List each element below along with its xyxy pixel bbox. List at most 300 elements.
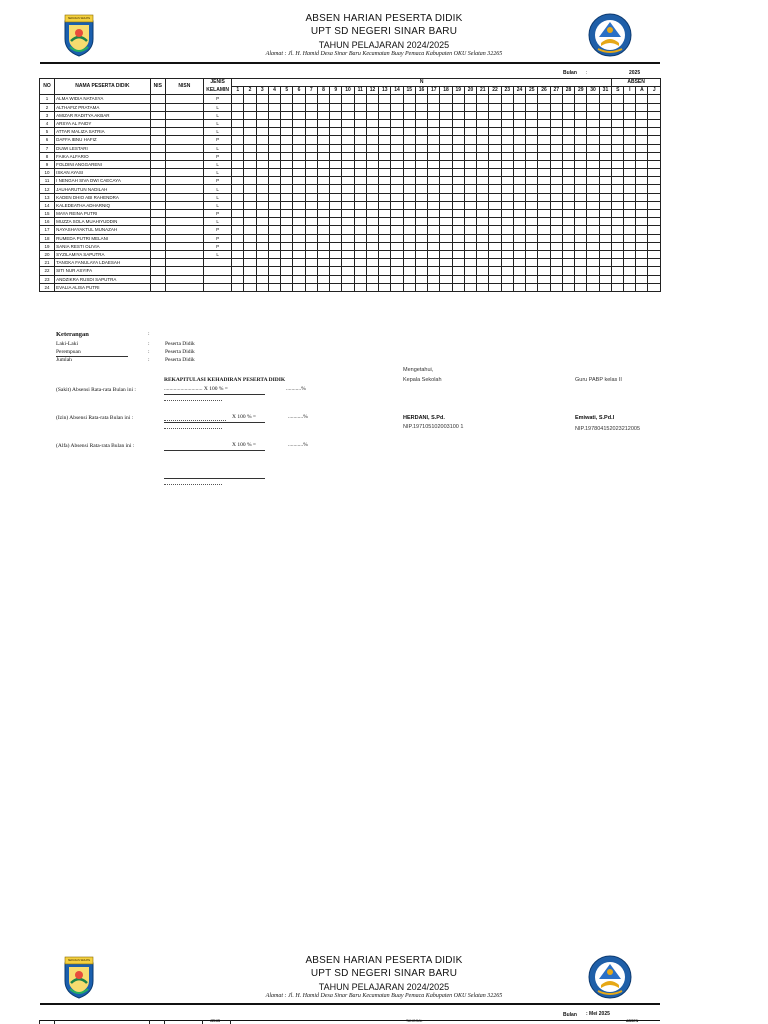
attendance-cell [587, 169, 599, 177]
row-no: 22 [40, 267, 55, 275]
attendance-cell [612, 242, 624, 250]
row-no: 1 [40, 95, 55, 103]
attendance-cell [464, 242, 476, 250]
row-name: AMIZAR RADITYA AKBAR [55, 111, 151, 119]
attendance-cell [244, 169, 256, 177]
attendance-cell [452, 185, 464, 193]
attendance-cell [550, 283, 562, 291]
attendance-cell [317, 193, 329, 201]
attendance-cell [256, 283, 268, 291]
attendance-cell [452, 103, 464, 111]
attendance-cell [232, 169, 244, 177]
attendance-cell [428, 152, 440, 160]
attendance-cell [648, 250, 661, 258]
mengetahui-label: Mengetahui, [403, 367, 434, 373]
row-no: 21 [40, 259, 55, 267]
attendance-cell [587, 250, 599, 258]
attendance-cell [415, 169, 427, 177]
attendance-cell [330, 283, 342, 291]
row-name: DAFFA IBNU HAFIZ [55, 136, 151, 144]
attendance-cell [489, 201, 501, 209]
attendance-cell [526, 95, 538, 103]
attendance-cell [281, 267, 293, 275]
attendance-cell [624, 226, 636, 234]
attendance-cell [575, 103, 587, 111]
attendance-cell [317, 144, 329, 152]
table-row [40, 119, 661, 127]
attendance-cell [293, 259, 305, 267]
attendance-cell [636, 226, 648, 234]
attendance-cell [293, 193, 305, 201]
attendance-cell [330, 267, 342, 275]
attendance-cell [268, 103, 280, 111]
school-year: TAHUN PELAJARAN 2024/2025 [318, 40, 450, 50]
attendance-cell [562, 177, 574, 185]
row-jk: P [204, 210, 232, 218]
attendance-cell [281, 259, 293, 267]
attendance-cell [232, 193, 244, 201]
keterangan-item-colon: : [148, 341, 150, 347]
attendance-cell [268, 136, 280, 144]
row-jk [204, 275, 232, 283]
attendance-cell [342, 152, 354, 160]
attendance-cell [612, 160, 624, 168]
attendance-cell [612, 275, 624, 283]
attendance-cell [317, 210, 329, 218]
attendance-cell [624, 275, 636, 283]
attendance-cell [599, 259, 612, 267]
attendance-cell [268, 234, 280, 242]
row-no: 19 [40, 242, 55, 250]
attendance-cell [293, 136, 305, 144]
attendance-cell [440, 119, 452, 127]
attendance-cell [256, 210, 268, 218]
attendance-cell [477, 259, 489, 267]
attendance-cell [550, 152, 562, 160]
attendance-cell [342, 210, 354, 218]
attendance-cell [575, 275, 587, 283]
attendance-cell [624, 242, 636, 250]
attendance-cell [587, 136, 599, 144]
attendance-cell [415, 283, 427, 291]
attendance-cell [244, 95, 256, 103]
attendance-cell [330, 185, 342, 193]
attendance-cell [403, 111, 415, 119]
attendance-cell [342, 242, 354, 250]
attendance-cell [440, 201, 452, 209]
school-address: Alamat : Jl. H. Hamid Desa Sinar Baru Kecamatan Buay Pemaca Kabupaten OKU Selatan 32265 [265, 51, 503, 57]
row-nisn [165, 259, 203, 267]
attendance-cell [452, 283, 464, 291]
attendance-cell [636, 259, 648, 267]
attendance-cell [648, 218, 661, 226]
attendance-cell [244, 144, 256, 152]
table-row [40, 136, 661, 144]
attendance-cell [587, 259, 599, 267]
attendance-cell [403, 119, 415, 127]
attendance-cell [244, 160, 256, 168]
attendance-cell [391, 201, 403, 209]
attendance-cell [366, 128, 378, 136]
attendance-cell [599, 185, 612, 193]
tut-wuri-logo-right-page2 [588, 955, 632, 1004]
attendance-cell [317, 267, 329, 275]
attendance-cell [305, 136, 317, 144]
row-no: 23 [40, 275, 55, 283]
attendance-cell [428, 275, 440, 283]
attendance-cell [342, 144, 354, 152]
attendance-cell [501, 226, 513, 234]
keterangan-item-label: Laki-Laki [56, 341, 78, 347]
attendance-cell [440, 193, 452, 201]
attendance-cell [624, 152, 636, 160]
attendance-cell [354, 169, 366, 177]
attendance-cell [501, 128, 513, 136]
attendance-cell [599, 103, 612, 111]
attendance-cell [477, 169, 489, 177]
attendance-cell [317, 234, 329, 242]
attendance-cell [550, 267, 562, 275]
attendance-cell [281, 275, 293, 283]
attendance-cell [452, 259, 464, 267]
attendance-cell [550, 95, 562, 103]
attendance-cell [244, 201, 256, 209]
attendance-cell [464, 267, 476, 275]
attendance-cell [599, 95, 612, 103]
attendance-cell [366, 136, 378, 144]
attendance-cell [501, 250, 513, 258]
attendance-cell [624, 193, 636, 201]
attendance-cell [477, 152, 489, 160]
attendance-cell [513, 152, 525, 160]
attendance-cell [599, 177, 612, 185]
attendance-cell [232, 226, 244, 234]
attendance-cell [513, 259, 525, 267]
row-name: JAUHARUTUN NADILAH [55, 185, 151, 193]
row-nis [150, 210, 165, 218]
row-nisn [165, 119, 203, 127]
attendance-cell [477, 201, 489, 209]
header-day: 26 [538, 87, 550, 95]
row-jk: L [204, 160, 232, 168]
bulan-separator: : [586, 70, 588, 76]
attendance-cell [464, 136, 476, 144]
attendance-cell [366, 201, 378, 209]
attendance-cell [366, 119, 378, 127]
attendance-cell [354, 152, 366, 160]
attendance-cell [244, 242, 256, 250]
row-nisn [165, 275, 203, 283]
attendance-cell [305, 128, 317, 136]
attendance-cell [293, 128, 305, 136]
attendance-cell [232, 136, 244, 144]
attendance-cell [562, 242, 574, 250]
attendance-cell [244, 152, 256, 160]
row-nis [150, 185, 165, 193]
attendance-cell [526, 242, 538, 250]
attendance-cell [562, 128, 574, 136]
header-day: 31 [599, 87, 612, 95]
attendance-cell [415, 103, 427, 111]
attendance-cell [305, 144, 317, 152]
header-day: 13 [379, 87, 391, 95]
attendance-cell [648, 169, 661, 177]
keterangan-colon: : [148, 331, 150, 337]
attendance-cell [526, 267, 538, 275]
attendance-cell [526, 119, 538, 127]
row-jk: L [204, 185, 232, 193]
attendance-cell [256, 169, 268, 177]
row-name: TANGKA FANULAYA LDAESAH [55, 259, 151, 267]
attendance-cell [648, 128, 661, 136]
attendance-cell [489, 160, 501, 168]
attendance-cell [354, 242, 366, 250]
table-row [40, 144, 661, 152]
attendance-cell [354, 177, 366, 185]
attendance-cell [281, 95, 293, 103]
row-name: SYZILAMIYA SAPUTRA [55, 250, 151, 258]
attendance-cell [244, 218, 256, 226]
attendance-cell [391, 152, 403, 160]
attendance-cell [379, 160, 391, 168]
attendance-cell [513, 136, 525, 144]
row-no: 24 [40, 283, 55, 291]
izin-divider [164, 422, 265, 423]
attendance-cell [575, 177, 587, 185]
attendance-cell [268, 226, 280, 234]
attendance-cell [575, 226, 587, 234]
attendance-cell [501, 193, 513, 201]
attendance-cell [648, 210, 661, 218]
attendance-cell [526, 210, 538, 218]
attendance-cell [526, 283, 538, 291]
attendance-cell [256, 250, 268, 258]
attendance-cell [330, 111, 342, 119]
attendance-cell [305, 103, 317, 111]
attendance-cell [538, 210, 550, 218]
attendance-cell [501, 275, 513, 283]
row-jk: P [204, 234, 232, 242]
keterangan-underline [56, 356, 128, 357]
attendance-cell [379, 226, 391, 234]
row-nis [150, 234, 165, 242]
attendance-cell [452, 152, 464, 160]
attendance-cell [587, 103, 599, 111]
attendance-cell [244, 267, 256, 275]
attendance-cell [513, 95, 525, 103]
attendance-cell [293, 250, 305, 258]
attendance-cell [354, 201, 366, 209]
attendance-cell [636, 242, 648, 250]
attendance-cell [256, 226, 268, 234]
attendance-cell [415, 275, 427, 283]
attendance-cell [330, 119, 342, 127]
attendance-cell [575, 201, 587, 209]
table-row [40, 250, 661, 258]
attendance-table [39, 78, 661, 292]
row-nisn [165, 267, 203, 275]
attendance-cell [648, 242, 661, 250]
attendance-cell [526, 144, 538, 152]
attendance-cell [464, 177, 476, 185]
bulan-label-page2: Bulan [563, 1012, 577, 1018]
attendance-cell [305, 95, 317, 103]
attendance-cell [305, 283, 317, 291]
attendance-cell [612, 283, 624, 291]
row-no: 10 [40, 169, 55, 177]
tut-wuri-logo-right [588, 13, 632, 62]
attendance-cell [464, 119, 476, 127]
attendance-cell [305, 210, 317, 218]
attendance-cell [379, 185, 391, 193]
attendance-cell [550, 193, 562, 201]
row-jk: L [204, 111, 232, 119]
header-day: 14 [391, 87, 403, 95]
attendance-cell [452, 226, 464, 234]
attendance-cell [501, 119, 513, 127]
attendance-cell [624, 169, 636, 177]
table-row [40, 193, 661, 201]
attendance-cell [403, 136, 415, 144]
attendance-cell [562, 95, 574, 103]
attendance-cell [477, 250, 489, 258]
attendance-cell [624, 103, 636, 111]
row-no: 4 [40, 119, 55, 127]
attendance-cell [612, 226, 624, 234]
attendance-cell [317, 177, 329, 185]
attendance-cell [624, 128, 636, 136]
attendance-cell [624, 283, 636, 291]
attendance-cell [562, 201, 574, 209]
izin-formula: X 100 % = [232, 414, 257, 420]
row-jk [204, 283, 232, 291]
extra-divider [164, 478, 265, 479]
attendance-cell [342, 169, 354, 177]
attendance-cell [244, 283, 256, 291]
attendance-cell [612, 128, 624, 136]
school-name: UPT SD NEGERI SINAR BARU [310, 26, 458, 37]
row-no: 9 [40, 160, 55, 168]
attendance-cell [648, 95, 661, 103]
attendance-cell [575, 234, 587, 242]
attendance-cell [403, 185, 415, 193]
attendance-cell [612, 95, 624, 103]
attendance-cell [575, 259, 587, 267]
attendance-cell [648, 193, 661, 201]
header-absen-col: A [636, 87, 648, 95]
row-name: ARSYA AL FAIDY [55, 119, 151, 127]
header-day: 9 [330, 87, 342, 95]
attendance-cell [281, 201, 293, 209]
attendance-cell [526, 111, 538, 119]
attendance-cell [599, 218, 612, 226]
attendance-cell [354, 218, 366, 226]
attendance-cell [403, 226, 415, 234]
header-day: 16 [415, 87, 427, 95]
attendance-cell [550, 136, 562, 144]
table-row [40, 160, 661, 168]
attendance-cell [317, 259, 329, 267]
attendance-cell [293, 177, 305, 185]
attendance-cell [587, 210, 599, 218]
header-day: 11 [354, 87, 366, 95]
attendance-cell [342, 103, 354, 111]
attendance-cell [538, 185, 550, 193]
attendance-cell [244, 185, 256, 193]
attendance-cell [391, 185, 403, 193]
attendance-cell [403, 201, 415, 209]
keterangan-item-label: Jumlah [56, 357, 72, 363]
attendance-cell [268, 250, 280, 258]
attendance-cell [403, 242, 415, 250]
attendance-cell [379, 250, 391, 258]
attendance-cell [624, 218, 636, 226]
attendance-cell [391, 169, 403, 177]
header-day: 21 [477, 87, 489, 95]
row-no: 15 [40, 210, 55, 218]
attendance-cell [612, 201, 624, 209]
attendance-cell [305, 267, 317, 275]
attendance-cell [379, 128, 391, 136]
attendance-cell [599, 152, 612, 160]
attendance-cell [391, 144, 403, 152]
partial-col-line-6 [230, 1020, 231, 1024]
attendance-cell [281, 103, 293, 111]
partial-col-line-2 [54, 1020, 55, 1024]
attendance-cell [464, 234, 476, 242]
attendance-cell [477, 283, 489, 291]
attendance-cell [513, 201, 525, 209]
attendance-cell [599, 234, 612, 242]
attendance-cell [415, 111, 427, 119]
attendance-cell [612, 136, 624, 144]
attendance-cell [428, 201, 440, 209]
attendance-cell [513, 128, 525, 136]
attendance-cell [489, 144, 501, 152]
header-day: 27 [550, 87, 562, 95]
attendance-cell [624, 210, 636, 218]
header-divider [40, 62, 660, 64]
attendance-cell [281, 193, 293, 201]
attendance-cell [232, 160, 244, 168]
attendance-cell [403, 177, 415, 185]
attendance-cell [489, 95, 501, 103]
attendance-cell [305, 185, 317, 193]
attendance-cell [550, 160, 562, 168]
attendance-cell [354, 128, 366, 136]
attendance-cell [305, 250, 317, 258]
header-day: 12 [366, 87, 378, 95]
attendance-cell [366, 210, 378, 218]
attendance-cell [550, 144, 562, 152]
sakit-pct: ...........% [286, 386, 306, 392]
attendance-cell [562, 283, 574, 291]
attendance-cell [256, 95, 268, 103]
attendance-cell [268, 210, 280, 218]
attendance-cell [636, 169, 648, 177]
attendance-cell [428, 250, 440, 258]
attendance-cell [330, 136, 342, 144]
attendance-cell [624, 201, 636, 209]
attendance-cell [256, 103, 268, 111]
attendance-cell [477, 267, 489, 275]
attendance-cell [232, 267, 244, 275]
attendance-cell [293, 267, 305, 275]
attendance-cell [391, 119, 403, 127]
attendance-cell [391, 275, 403, 283]
attendance-cell [391, 193, 403, 201]
row-name: SITI NUR ASYIFA [55, 267, 151, 275]
